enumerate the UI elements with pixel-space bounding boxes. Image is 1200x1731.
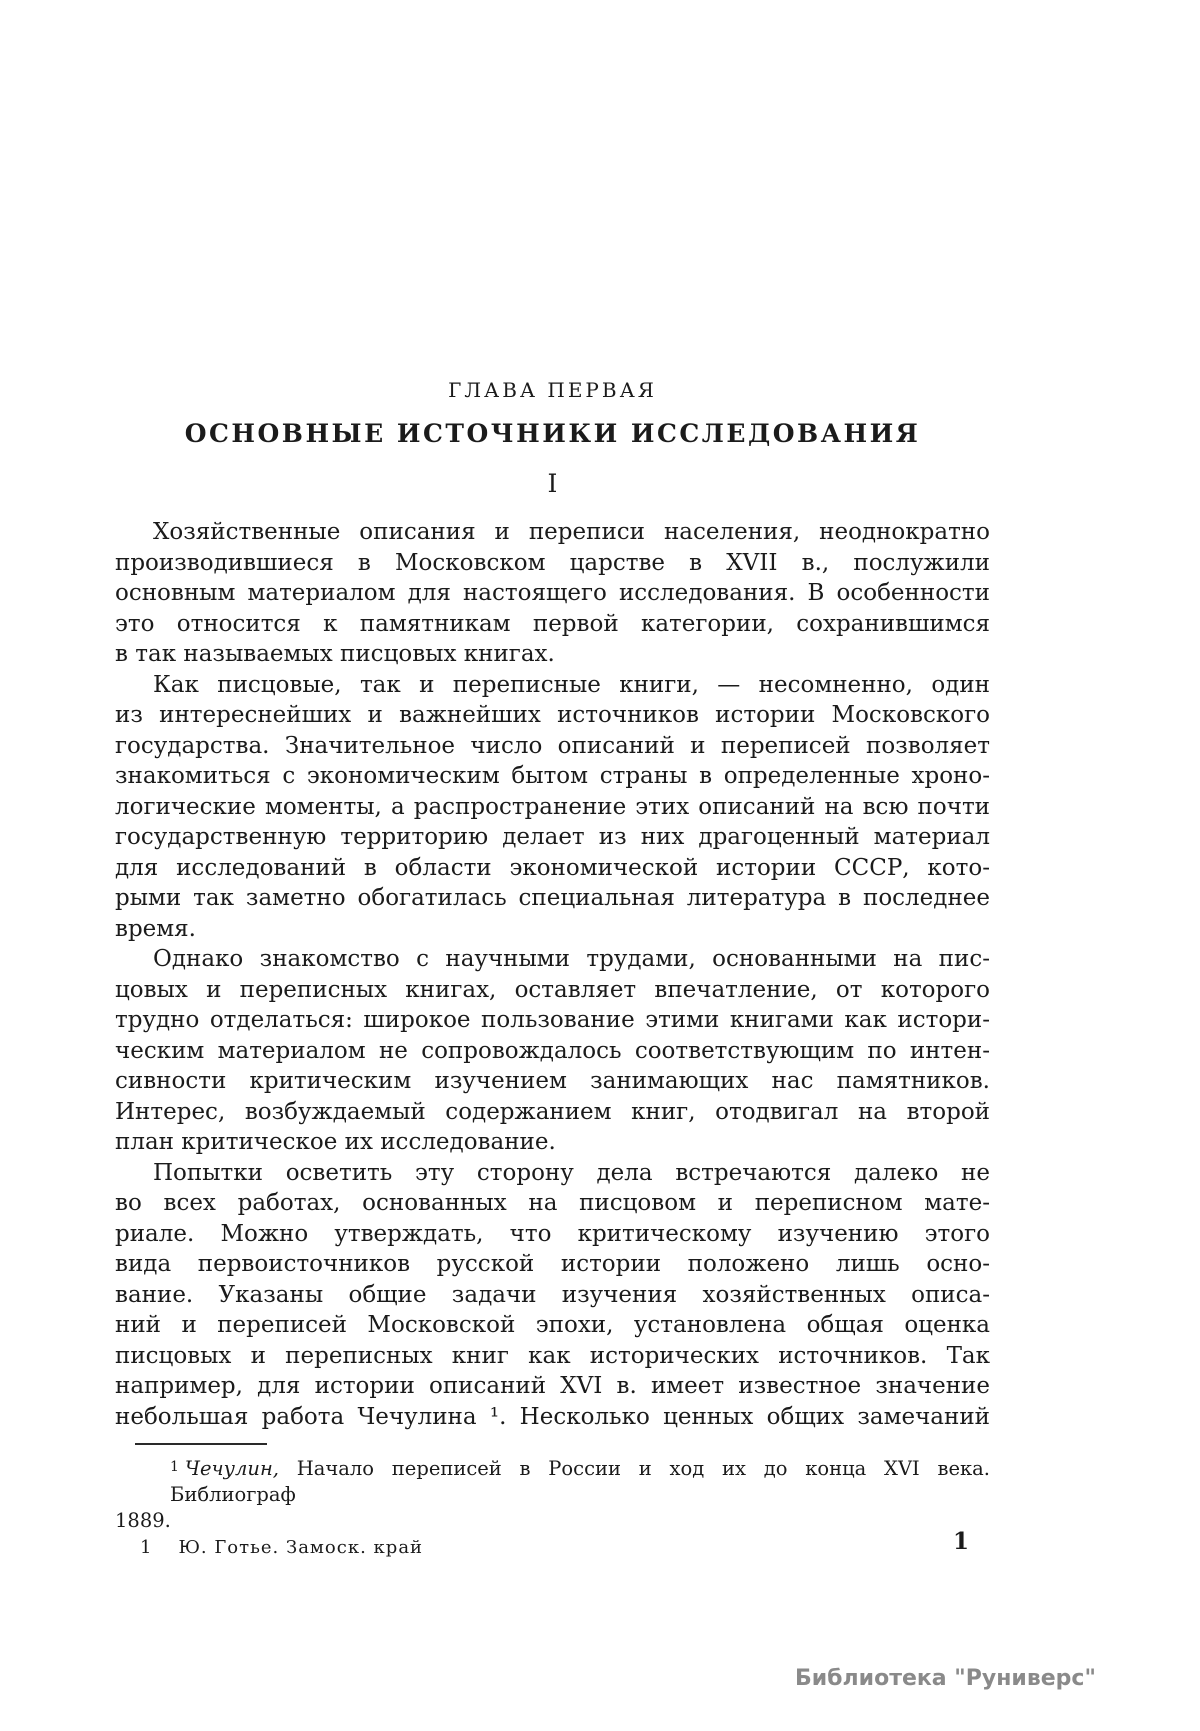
footnote-author: Чечулин, — [184, 1457, 279, 1480]
library-watermark: Библиотека "Руниверс" — [795, 1666, 1096, 1691]
section-numeral: I — [547, 469, 558, 498]
signature-number: 1 — [140, 1537, 153, 1558]
footnote-line: 1889. — [115, 1509, 171, 1532]
text-line: ний и переписей Московской эпохи, установлена общая оценка — [115, 1312, 990, 1338]
running-footer — [140, 1537, 423, 1558]
text-line: сивности критическим изучением занимающих нас памятников. — [115, 1068, 990, 1094]
text-line: рыми так заметно обогатилась специальная литература в последнее — [115, 885, 990, 911]
text-line: Однако знакомство с научными трудами, основанными на пис- — [153, 946, 990, 972]
text-line: для исследований в области экономической истории СССР, кото- — [115, 854, 990, 881]
text-line: Как писцовые, так и переписные книги, — несомненно, один — [153, 671, 990, 698]
paragraph — [115, 1158, 990, 1433]
page-number: 1 — [953, 1528, 970, 1555]
chapter-label: ГЛАВА ПЕРВАЯ — [448, 378, 657, 402]
text-line: это относится к памятникам первой категории, сохранившимся — [115, 610, 990, 637]
text-line: производившиеся в Московском царстве в XVII в., послужили — [115, 549, 990, 576]
text-line: вида первоисточников русской истории положено лишь осно- — [115, 1251, 990, 1277]
footnote-line — [115, 1454, 990, 1508]
text-line: трудно отделаться: широкое пользование этими книгами как истори- — [115, 1007, 990, 1033]
paragraph — [115, 670, 990, 945]
text-line: план критическое их исследование. — [115, 1129, 556, 1155]
paragraph — [115, 944, 990, 1158]
footnote-text: Начало переписей в России и ход их до конца XVI века. Библиограф — [170, 1457, 991, 1506]
text-line: знакомиться с экономическим бытом страны в определенные хроно- — [115, 763, 990, 789]
signature-title: Ю. Готье. Замоск. край — [178, 1537, 424, 1558]
text-line: например, для истории описаний XVI в. имеет известное значение — [115, 1373, 990, 1399]
footnote-marker: 1 — [170, 1459, 179, 1475]
text-line: риале. Можно утверждать, что критическому изучению этого — [115, 1220, 990, 1247]
chapter-title: ОСНОВНЫЕ ИСТОЧНИКИ ИССЛЕДОВАНИЯ — [184, 419, 921, 448]
text-line: во всех работах, основанных на писцовом и переписном мате- — [115, 1190, 990, 1216]
text-line: государства. Значительное число описаний и переписей позволяет — [115, 732, 990, 759]
text-line: из интереснейших и важнейших источников истории Московского — [115, 702, 990, 728]
body-text — [115, 517, 990, 1432]
text-line: цовых и переписных книгах, оставляет впечатление, от которого — [115, 976, 990, 1003]
text-line: писцовых и переписных книг как исторических источников. Так — [115, 1342, 990, 1369]
text-line: вание. Указаны общие задачи изучения хозяйственных описа- — [115, 1281, 990, 1308]
text-line: Попытки осветить эту сторону дела встречаются далеко не — [153, 1159, 990, 1186]
text-line: государственную территорию делает из них драгоценный материал — [115, 824, 990, 850]
text-line: небольшая работа Чечулина ¹. Несколько ценных общих замечаний — [115, 1403, 990, 1430]
text-line: Интерес, возбуждаемый содержанием книг, отодвигал на второй — [115, 1098, 990, 1125]
text-line: время. — [115, 915, 196, 942]
paragraph — [115, 517, 990, 670]
footnote — [115, 1454, 990, 1534]
text-line: Хозяйственные описания и переписи населения, неоднократно — [153, 519, 990, 545]
footnote-separator — [135, 1443, 267, 1445]
text-line: в так называемых писцовых книгах. — [115, 641, 555, 667]
text-line: ческим материалом не сопровождалось соответствующим по интен- — [115, 1037, 990, 1064]
text-line: логические моменты, а распространение этих описаний на всю почти — [115, 793, 990, 820]
text-line: основным материалом для настоящего исследования. В особенности — [115, 580, 990, 606]
text-block — [115, 378, 990, 1534]
